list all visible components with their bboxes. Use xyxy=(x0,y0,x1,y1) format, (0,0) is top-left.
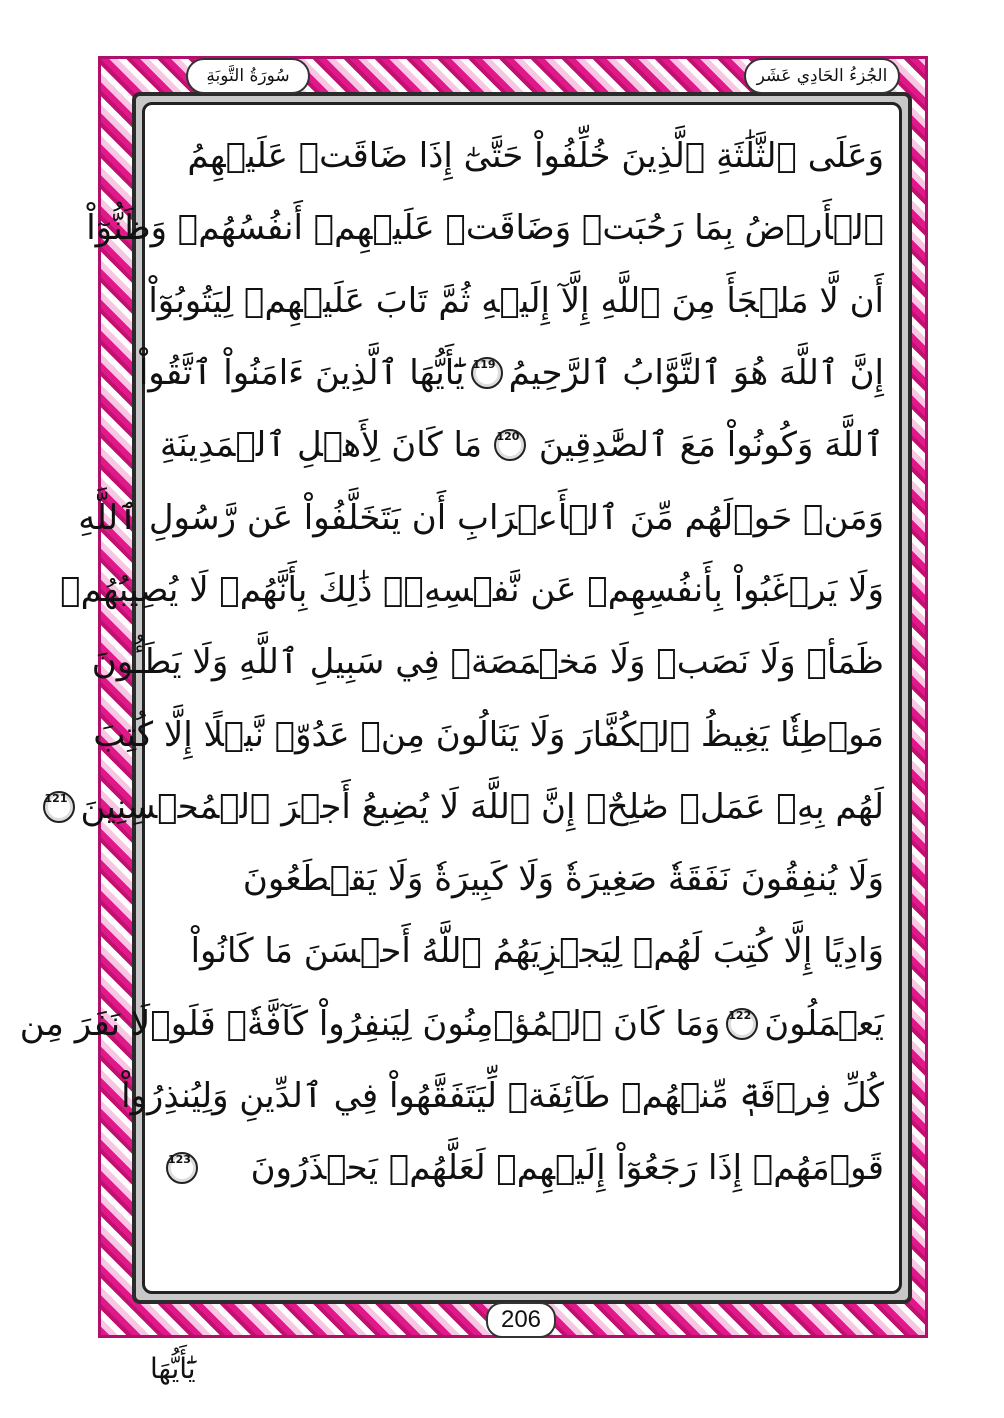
verse-line xyxy=(44,771,884,843)
verse-line xyxy=(91,626,884,698)
verse-text: قَوۡمَهُمۡ إِذَا رَجَعُوٓاْ إِلَيۡهِمۡ لَعَلَّهُمۡ يَحۡذَرُونَ xyxy=(250,1148,884,1189)
verse-text: ٱللَّهَ وَكُونُواْ مَعَ ٱلصَّٰدِقِينَ xyxy=(538,425,884,466)
verse-text: مَوۡطِئٗا يَغِيظُ ٱلۡكُفَّارَ وَلَا يَنَالُونَ مِنۡ عَدُوّٖ نَّيۡلًا إِلَّا كُتِبَ xyxy=(93,714,884,755)
verse-line xyxy=(160,409,884,481)
page-number: 206 xyxy=(486,1302,556,1338)
verse-text: وَمَنۡ حَوۡلَهُم مِّنَ ٱلۡأَعۡرَابِ أَن يَتَخَلَّفُواْ عَن رَّسُولِ ٱللَّهِ xyxy=(78,497,884,538)
verse-text: وَادِيًا إِلَّا كُتِبَ لَهُمۡ لِيَجۡزِيَهُمُ ٱللَّهُ أَحۡسَنَ مَا كَانُواْ xyxy=(190,931,884,972)
verse-line xyxy=(78,481,884,553)
verse-text: يَعۡمَلُونَ xyxy=(764,1003,884,1044)
ayah-number-marker: 121 xyxy=(43,791,75,823)
verse-line xyxy=(160,1132,884,1204)
verse-text: ظَمَأٞ وَلَا نَصَبٞ وَلَا مَخۡمَصَةٞ فِي سَبِيلِ ٱللَّهِ وَلَا يَطَـُٔونَ xyxy=(91,642,884,683)
verse-text: وَعَلَى ٱلثَّلَٰثَةِ ٱلَّذِينَ خُلِّفُواْ حَتَّىٰٓ إِذَا ضَاقَتۡ عَلَيۡهِمُ xyxy=(187,136,884,177)
verse-text: وَمَا كَانَ ٱلۡمُؤۡمِنُونَ لِيَنفِرُواْ كَآفَّةٗۚ فَلَوۡلَا نَفَرَ مِن xyxy=(19,1003,721,1044)
ayah-number-marker: 122 xyxy=(726,1008,758,1040)
verse-line xyxy=(138,337,884,409)
verse-line xyxy=(60,554,884,626)
verse-text: وَلَا يُنفِقُونَ نَفَقَةٗ صَغِيرَةٗ وَلَا كَبِيرَةٗ وَلَا يَقۡطَعُونَ xyxy=(242,859,884,900)
verse-text: ٱلۡأَرۡضُ بِمَا رَحُبَتۡ وَضَاقَتۡ عَلَيۡهِمۡ أَنفُسُهُمۡ وَظَنُّوٓاْ xyxy=(86,208,884,249)
verse-line xyxy=(160,843,884,915)
verse-text: إِنَّ ٱللَّهَ هُوَ ٱلتَّوَّابُ ٱلرَّحِيمُ xyxy=(508,353,884,394)
verse-line xyxy=(160,120,884,192)
verse-line xyxy=(86,192,884,264)
verse-text: أَن لَّا مَلۡجَأَ مِنَ ٱللَّهِ إِلَّآ إِلَيۡهِ ثُمَّ تَابَ عَلَيۡهِمۡ لِيَتُوبُوٓاْ xyxy=(148,280,884,321)
catchword: يَٰٓأَيُّهَا xyxy=(150,1352,196,1385)
ayah-number-marker: 120 xyxy=(494,429,526,461)
verse-text: كُلِّ فِرۡقَةٖ مِّنۡهُمۡ طَآئِفَةٞ لِّيَتَفَقَّهُواْ فِي ٱلدِّينِ وَلِيُنذِرُواْ xyxy=(121,1076,884,1116)
verse-line xyxy=(160,915,884,987)
verse-line xyxy=(93,698,884,770)
verse-line xyxy=(19,988,884,1060)
juz-label: الجُزءُ الحَادِي عَشَر xyxy=(744,58,900,94)
verse-line xyxy=(121,1060,884,1132)
surah-label: سُورَةُ التَّوبَةِ xyxy=(186,58,310,94)
verse-text: مَا كَانَ لِأَهۡلِ ٱلۡمَدِينَةِ xyxy=(160,425,483,466)
verse-text: لَهُم بِهِۦ عَمَلٞ صَٰلِحٌۚ إِنَّ ٱللَّهَ لَا يُضِيعُ أَجۡرَ ٱلۡمُحۡسِنِينَ xyxy=(80,786,884,827)
ayah-number-marker: 119 xyxy=(471,357,503,389)
verse-text: يَٰٓأَيُّهَا ٱلَّذِينَ ءَامَنُواْ ٱتَّقُواْ xyxy=(138,353,465,394)
ayah-number-marker: 123 xyxy=(166,1152,198,1184)
verse-text: وَلَا يَرۡغَبُواْ بِأَنفُسِهِمۡ عَن نَّفۡسِهِۦۚ ذَٰلِكَ بِأَنَّهُمۡ لَا يُصِيبُهُمۡ xyxy=(60,569,884,610)
verse-line xyxy=(148,265,884,337)
verse-lines xyxy=(19,120,884,1204)
